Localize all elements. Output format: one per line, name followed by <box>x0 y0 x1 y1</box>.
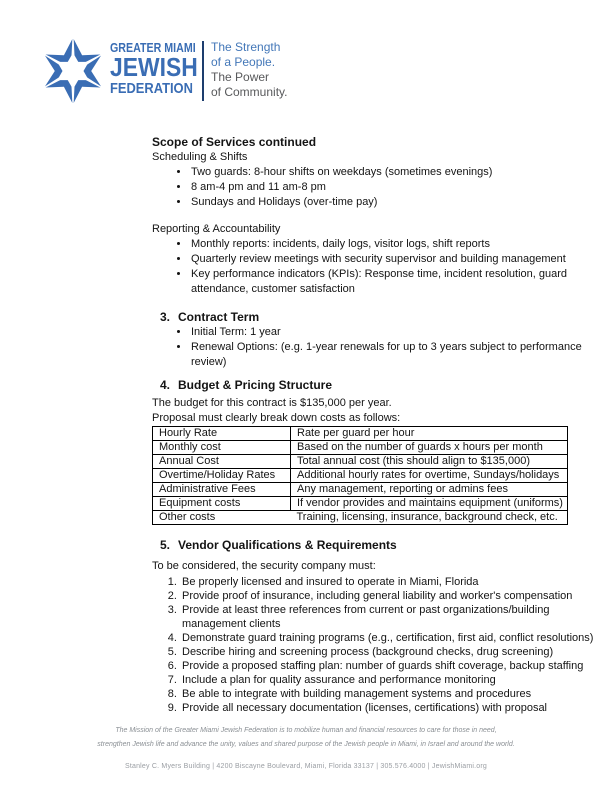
tagline-line3: The Power <box>211 70 270 84</box>
list-item: 5. Describe hiring and screening process (background checks, drug screening) <box>180 645 594 659</box>
section-title: Vendor Qualifications & Requirements <box>178 538 397 552</box>
table-row <box>153 469 568 483</box>
list-item: 7. Include a plan for quality assurance and performance monitoring <box>180 673 594 687</box>
reporting-bullet-list <box>152 237 594 297</box>
org-wordmark <box>110 34 198 106</box>
cost-desc-cell: If vendor provides and maintains equipment (uniforms) <box>291 497 568 511</box>
list-item: 3. Provide at least three references from current or past organizations/building management clients <box>180 603 594 631</box>
pricing-table <box>152 426 568 525</box>
mission-line1: The Mission of the Greater Miami Jewish Federation is to mobilize human and financial resources to care for those in need, <box>115 727 497 734</box>
bullet-item: • Renewal Options: (e.g. 1-year renewals for up to 3 years subject to performance review) <box>190 340 594 370</box>
scheduling-bullet-list <box>152 165 594 210</box>
bullet-item: • Monthly reports: incidents, daily logs, visitor logs, shift reports <box>190 237 594 252</box>
org-name-line3: FEDERATION <box>110 80 193 97</box>
list-item: 8. Be able to integrate with building management systems and procedures <box>180 687 594 701</box>
section-number: 3. <box>160 310 171 324</box>
cost-desc-cell: Total annual cost (this should align to $135,000) <box>291 455 568 469</box>
table-row <box>153 483 568 497</box>
section-title: Budget & Pricing Structure <box>178 378 333 392</box>
section-number: 4. <box>160 378 171 392</box>
mission-statement <box>0 724 612 752</box>
org-name-line2: JEWISH <box>110 52 198 82</box>
bullet-item: • Key performance indicators (KPIs): Response time, incident resolution, guard attendance, customer satisfaction <box>190 267 594 297</box>
cost-desc-cell: Additional hourly rates for overtime, Sundays/holidays <box>291 469 568 483</box>
tagline-line1: The Strength <box>211 40 281 54</box>
list-item: 6. Provide a proposed staffing plan: number of guards shift coverage, backup staffing <box>180 659 594 673</box>
table-row <box>153 497 568 511</box>
qualifications-intro: To be considered, the security company must: <box>152 560 376 572</box>
list-item: 9. Provide all necessary documentation (licenses, certifications) with proposal <box>180 701 594 715</box>
scheduling-heading: Scheduling & Shifts <box>152 151 248 163</box>
org-logo <box>38 34 287 106</box>
address-line: Stanley C. Myers Building | 4200 Biscayne Boulevard, Miami, Florida 33137 | 305.576.4000 | JewishMiami.org <box>124 763 488 770</box>
cost-desc-cell: Any management, reporting or admins fees <box>291 483 568 497</box>
page-footer <box>0 724 612 770</box>
bullet-item: • Initial Term: 1 year <box>190 325 594 340</box>
table-row <box>153 511 568 525</box>
list-item: 4. Demonstrate guard training programs (e.g., certification, first aid, conflict resolutions) <box>180 631 594 645</box>
tagline-line2: of a People. <box>211 55 276 69</box>
page-title: Scope of Services continued <box>152 135 317 149</box>
cost-label-cell: Annual Cost <box>153 455 291 469</box>
bullet-item: • Two guards: 8-hour shifts on weekdays (sometimes evenings) <box>190 165 594 180</box>
cost-label-cell: Monthly cost <box>153 441 291 455</box>
requirements-list <box>152 575 594 715</box>
org-name-line1: GREATER MIAMI <box>110 40 196 55</box>
cost-label-cell: Overtime/Holiday Rates <box>153 469 291 483</box>
cost-label-cell: Administrative Fees <box>153 483 291 497</box>
cost-label-cell: Other costs <box>153 511 291 525</box>
bullet-item: • Quarterly review meetings with security supervisor and building management <box>190 252 594 267</box>
table-row <box>153 427 568 441</box>
star-of-david-icon <box>38 36 108 106</box>
section-number: 5. <box>160 538 171 552</box>
cost-label-cell: Equipment costs <box>153 497 291 511</box>
tagline-line4: of Community. <box>211 85 288 99</box>
section-title: Contract Term <box>178 310 260 324</box>
logo-divider <box>202 41 204 101</box>
cost-desc-cell: Based on the number of guards x hours per month <box>291 441 568 455</box>
org-tagline <box>211 40 287 106</box>
section-heading-vendor-qualifications <box>152 538 594 553</box>
table-row <box>153 455 568 469</box>
cost-desc-cell: Training, licensing, insurance, background check, etc. <box>291 511 568 525</box>
cost-label-cell: Hourly Rate <box>153 427 291 441</box>
bullet-item: • 8 am-4 pm and 11 am-8 pm <box>190 180 594 195</box>
reporting-heading: Reporting & Accountability <box>152 223 281 235</box>
list-item: 1. Be properly licensed and insured to operate in Miami, Florida <box>180 575 594 589</box>
cost-desc-cell: Rate per guard per hour <box>291 427 568 441</box>
section-heading-contract-term <box>152 310 594 325</box>
budget-intro-line1: The budget for this contract is $135,000 per year. <box>152 397 392 409</box>
mission-line2: strengthen Jewish life and advance the unity, values and shared purpose of the Jewish people in Miami, in Israel and around the world. <box>97 741 515 748</box>
table-row <box>153 441 568 455</box>
budget-intro-line2: Proposal must clearly break down costs as follows: <box>152 412 401 424</box>
contract-term-bullet-list <box>152 325 594 370</box>
bullet-item: • Sundays and Holidays (over-time pay) <box>190 195 594 210</box>
list-item: 2. Provide proof of insurance, including general liability and worker's compensation <box>180 589 594 603</box>
section-heading-budget-pricing <box>152 378 594 393</box>
document-body <box>152 135 594 715</box>
